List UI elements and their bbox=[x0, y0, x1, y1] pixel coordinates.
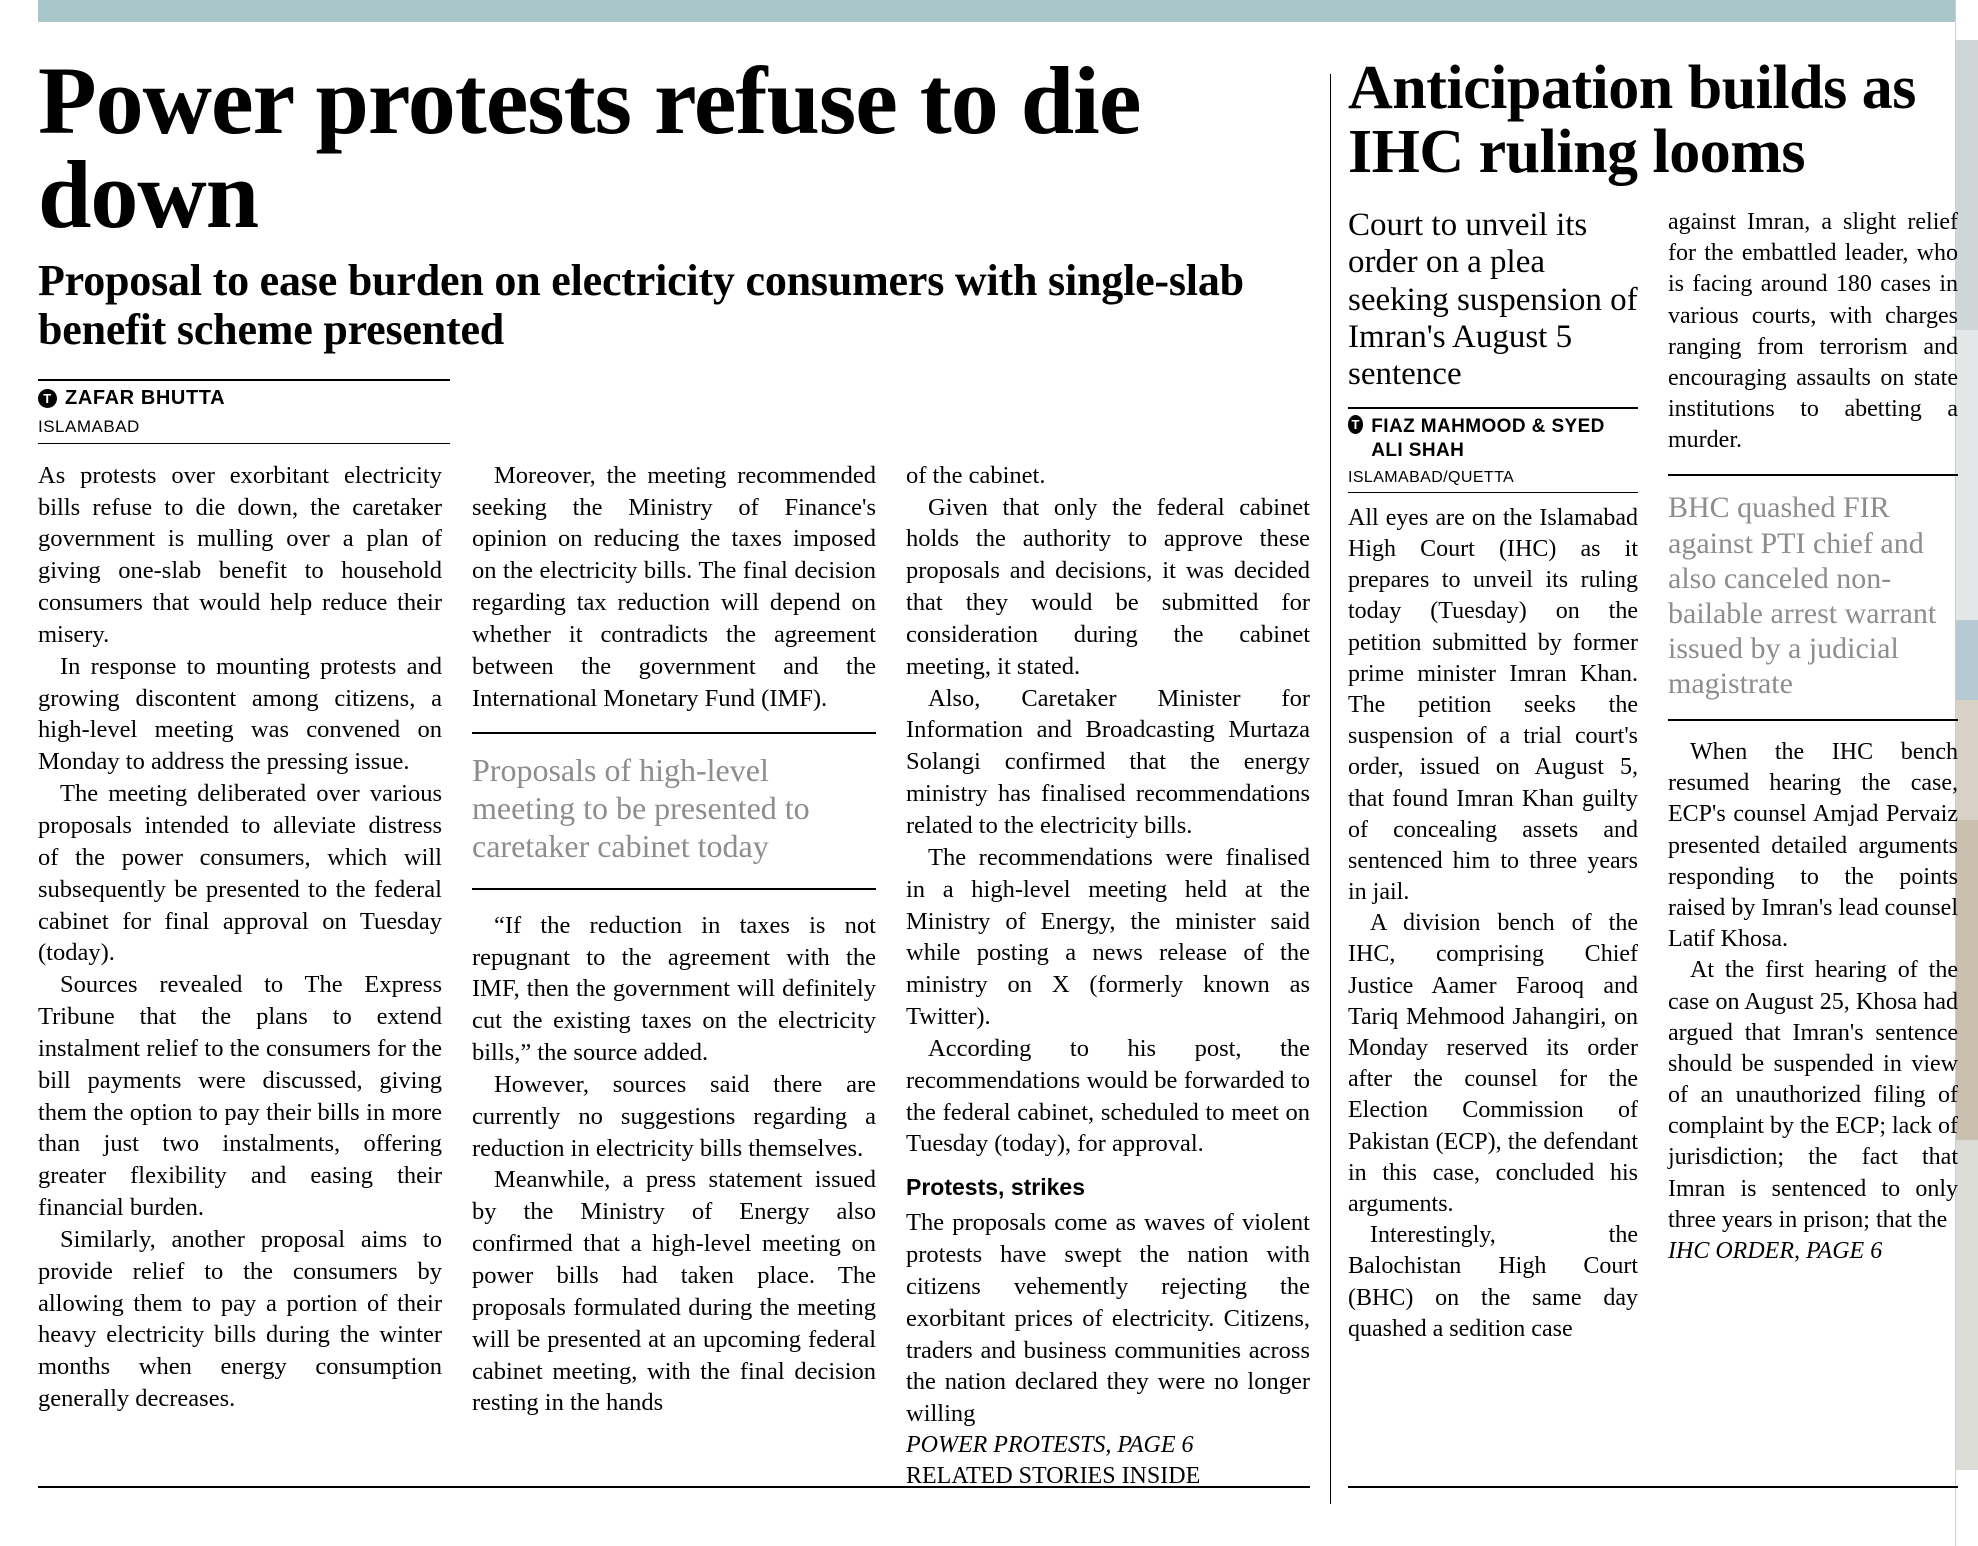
paragraph: Interestingly, the Balochistan High Court (BHC) on the same day quashed a sedition case bbox=[1348, 1222, 1638, 1342]
paragraph: Sources revealed to The Express Tribune that the plans to extend instalment relief to the consumers for the bill payments were discussed, giving them the option to pay their bills in more than just two instalments, offering greater flexibility and easing their financial burden. bbox=[38, 971, 442, 1222]
column-2 bbox=[472, 460, 876, 1493]
lead-story-subhead: Proposal to ease burden on electricity consumers with single-slab benefit scheme presented bbox=[38, 256, 1244, 355]
paragraph: Meanwhile, a press statement issued by the Ministry of Energy also confirmed that a high-level meeting on power bills had taken place. The proposals formulated during the meeting will be presented at an upcoming federal cabinet meeting, with the final decision resting in the hands bbox=[472, 1166, 876, 1417]
paragraph: “If the reduction in taxes is not repugnant to the agreement with the IMF, then the government will definitely cut the existing taxes on the electricity bills,” the source added. bbox=[472, 911, 876, 1067]
edge-photo-6 bbox=[1956, 1140, 1978, 1470]
paragraph: Also, Caretaker Minister for Information and Broadcasting Murtaza Solangi confirmed that the energy ministry has finalised recommendations related to the electricity bills. bbox=[906, 684, 1310, 839]
paragraph: Similarly, another proposal aims to provide relief to the consumers by allowing them to pay a portion of their heavy electricity bills during the winter months when energy consumption generally decreases. bbox=[38, 1225, 442, 1413]
bottom-divider-left bbox=[38, 1486, 1310, 1488]
bottom-divider-right bbox=[1348, 1486, 1958, 1488]
dateline: ISLAMABAD bbox=[38, 417, 450, 444]
paragraph: of the cabinet. bbox=[906, 461, 1046, 489]
related-stories-line: RELATED STORIES INSIDE bbox=[906, 1463, 1201, 1490]
lead-story-columns bbox=[38, 460, 1310, 1493]
dateline: ISLAMABAD/QUETTA bbox=[1348, 469, 1638, 493]
column-divider bbox=[1330, 74, 1331, 1504]
paragraph: According to his post, the recommendations would be forwarded to the federal cabinet, scheduled to meet on Tuesday (today), for approval. bbox=[906, 1034, 1310, 1158]
section-subhead: Protests, strikes bbox=[906, 1174, 1085, 1201]
edge-photo-1 bbox=[1956, 40, 1978, 330]
edge-photo-2 bbox=[1956, 330, 1978, 620]
paragraph: However, sources said there are currently no suggestions regarding a reduction in electricity bills themselves. bbox=[472, 1070, 876, 1162]
jump-line: IHC ORDER, PAGE 6 bbox=[1668, 1238, 1883, 1264]
content-area bbox=[38, 34, 1958, 1514]
byline bbox=[38, 379, 450, 444]
author-badge-icon: T bbox=[1348, 415, 1363, 434]
page-title: Power protests refuse to die down bbox=[38, 47, 1141, 249]
paragraph: A division bench of the IHC, comprising Chief Justice Aamer Farooq and Tariq Mehmood Jahangiri, on Monday reserved its order after the counsel for the Election Commission of Pakistan (ECP), the defendant in this case, concluded his arguments. bbox=[1348, 910, 1638, 1217]
paragraph: The meeting deliberated over various proposals intended to alleviate distress of the power consumers, which will subsequently be presented to the federal cabinet for final approval on Tuesday (today). bbox=[38, 780, 442, 967]
paragraph: The recommendations were finalised in a high-level meeting held at the Ministry of Energy, the minister said while posting a news release of the ministry on X (formerly known as Twitter). bbox=[906, 843, 1310, 1031]
story-deck: Court to unveil its order on a plea seeking suspension of Imran's August 5 sentence bbox=[1348, 206, 1638, 393]
right-column-2 bbox=[1668, 207, 1958, 1345]
author-name: ZAFAR BHUTTA bbox=[65, 386, 226, 409]
lead-story bbox=[38, 47, 1310, 1493]
secondary-story bbox=[1348, 56, 1958, 1345]
edge-photo-4 bbox=[1956, 700, 1978, 820]
pull-quote: BHC quashed FIR against PTI chief and also canceled non-bailable arrest warrant issued by a judicial magistrate bbox=[1668, 474, 1958, 721]
secondary-story-title: Anticipation builds as IHC ruling looms bbox=[1348, 54, 1916, 187]
jump-line: POWER PROTESTS, PAGE 6 bbox=[906, 1432, 1194, 1459]
byline-name-row bbox=[38, 387, 450, 410]
author-name: FIAZ MAHMOOD & SYED ALI SHAH bbox=[1371, 416, 1605, 462]
paragraph: Given that only the federal cabinet holds the authority to approve these proposals and decisions, it was decided that they would be submitted for consideration during the cabinet meeting, it stated. bbox=[906, 493, 1310, 680]
paragraph: The proposals come as waves of violent protests have swept the nation with citizens vehemently rejecting the exorbitant prices of electricity. Citizens, traders and business communities across the nation declared they were no longer willing bbox=[906, 1209, 1310, 1428]
right-column-1 bbox=[1348, 207, 1638, 1345]
paragraph: In response to mounting protests and growing discontent among citizens, a high-level meeting was convened on Monday to address the pressing issue. bbox=[38, 652, 442, 776]
byline bbox=[1348, 407, 1638, 493]
byline-rule bbox=[38, 379, 450, 381]
pull-quote: Proposals of high-level meeting to be presented to caretaker cabinet today bbox=[472, 732, 876, 889]
paragraph: Moreover, the meeting recommended seeking the Ministry of Finance's opinion on reducing the taxes imposed on the electricity bills. The final decision regarding tax reduction will depend on whether it contradicts the agreement between the government and the International Monetary Fund (IMF). bbox=[472, 461, 876, 712]
secondary-story-columns bbox=[1348, 207, 1958, 1345]
edge-photo-3 bbox=[1956, 620, 1978, 700]
paragraph: As protests over exorbitant electricity bills refuse to die down, the caretaker government is mulling over a plan of giving one-slab benefit to household consumers that would help reduce their misery. bbox=[38, 461, 442, 648]
author-badge-icon: T bbox=[38, 389, 57, 408]
byline-rule bbox=[1348, 407, 1638, 409]
next-page-edge-strip bbox=[1955, 0, 1978, 1546]
paragraph: At the first hearing of the case on August 25, Khosa had argued that Imran's sentence should be suspended in view of an unauthorized filing of complaint by the ECP; lack of jurisdiction; the fact that Imran is sentenced to only three years in prison; that the bbox=[1668, 957, 1958, 1233]
column-3 bbox=[906, 460, 1310, 1493]
paragraph: All eyes are on the Islamabad High Court (IHC) as it prepares to unveil its ruling today (Tuesday) on the petition submitted by former prime minister Imran Khan. The petition seeks the suspension of a trial court's order, issued on August 5, that found Imran Khan guilty of concealing assets and sentenced him to three years in jail. bbox=[1348, 504, 1638, 906]
top-color-bar bbox=[38, 0, 1978, 22]
column-1 bbox=[38, 460, 442, 1493]
byline-name-row bbox=[1348, 415, 1638, 463]
paragraph: When the IHC bench resumed hearing the case, ECP's counsel Amjad Pervaiz presented detailed arguments responding to the points raised by Imran's lead counsel Latif Khosa. bbox=[1668, 739, 1958, 953]
edge-photo-5 bbox=[1956, 820, 1978, 1140]
paragraph: against Imran, a slight relief for the embattled leader, who is facing around 180 cases in various courts, with charges ranging from terrorism and encouraging assaults on state institutions to abetting a murder. bbox=[1668, 208, 1958, 454]
